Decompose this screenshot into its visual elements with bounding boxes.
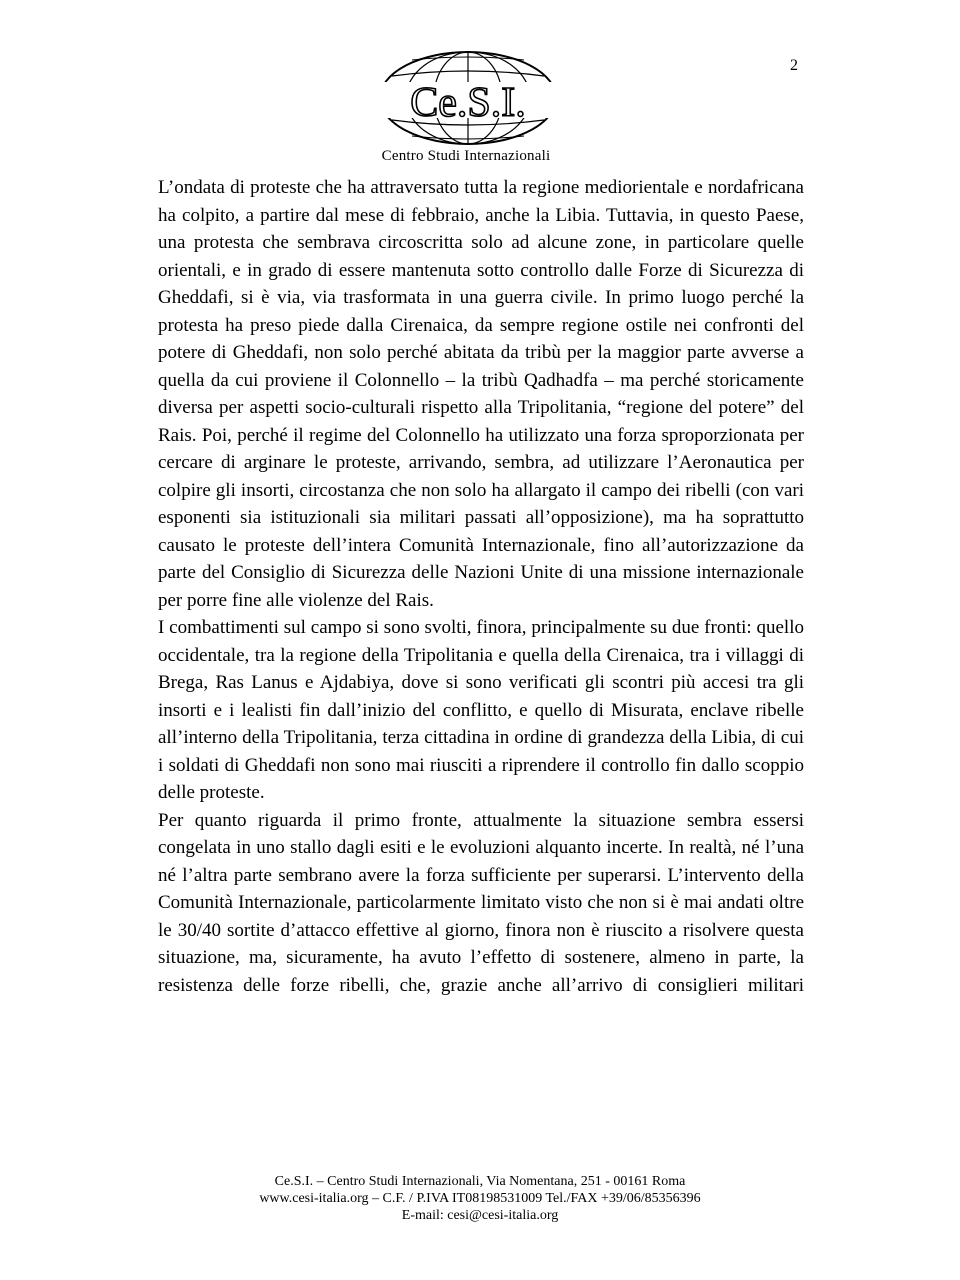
paragraph-3: Per quanto riguarda il primo fronte, attualmente la situazione sembra essersi congelata in uno stallo dagli esiti e le evoluzioni alquanto incerte. In realtà, né l’una né l’altra parte sembrano avere la forza sufficiente per superarsi. L’intervento della Comunità Internazionale, particolarmente limitato visto che non si è mai andati oltre le 30/40 sortite d’attacco effettive al giorno, finora non è riuscito a risolvere questa situazione, ma, sicuramente, ha avuto l’effetto di sostenere, almeno in parte, la resistenza delle forze ribelli, che, grazie anche all’arrivo di consiglieri militari xyxy=(158,809,804,996)
paragraph-1: L’ondata di proteste che ha attraversato tutta la regione mediorientale e nordafricana ha colpito, a partire dal mese di febbraio, anche la Libia. Tuttavia, in questo Paese, una protesta che sembrava circoscritta solo ad alcune zone, in particolare quelle orientali, e in grado di essere mantenuta sotto controllo dalle Forze di Sicurezza di Gheddafi, si è via, via trasformata in una guerra civile. In primo luogo perché la protesta ha preso piede dalla Cirenaica, da sempre regione ostile nei confronti del potere di Gheddafi, non solo perché abitata da tribù per la maggior parte avverse a quella da cui proviene il Colonnello – la tribù Qadhadfa – ma perché storicamente diversa per aspetti socio-culturali rispetto alla Tripolitania, “regione del potere” del Rais. Poi, perché il regime del Colonnello ha utilizzato una forza sproporzionata per cercare di arginare le proteste, arrivando, sembra, ad utilizzare l’Aeronautica per colpire gli insorti, circostanza che non solo ha allargato il campo dei ribelli (con vari esponenti sia istituzionali sia militari passati all’opposizione), ma ha soprattutto causato le proteste dell’intera Comunità Internazionale, fino all’autorizzazione da parte del Consiglio di Sicurezza delle Nazioni Unite di una missione internazionale per porre fine alle violenze del Rais. xyxy=(158,177,804,611)
footer-email: E-mail: cesi@cesi-italia.org xyxy=(401,1208,559,1223)
footer-address: Ce.S.I. – Centro Studi Internazionali, Via Nomentana, 251 - 00161 Roma xyxy=(274,1174,686,1189)
logo-caption: Centro Studi Internazionali xyxy=(381,148,551,164)
paragraph-2: I combattimenti sul campo si sono svolti, finora, principalmente su due fronti: quello occidentale, tra la regione della Tripolitania e quella della Cirenaica, tra i villaggi di Brega, Ras Lanus e Ajdabiya, dove si sono verificati gli scontri più accesi tra gli insorti e i lealisti fin dall’inizio del conflitto, e quello di Misurata, enclave ribelle all’interno della Tripolitania, terza cittadina in ordine di grandezza della Libia, di cui i soldati di Gheddafi non sono mai riusciti a riprendere il controllo fin dallo scoppio delle proteste. xyxy=(158,617,804,803)
globe-icon xyxy=(372,48,564,148)
logo-text: Ce.S.I. xyxy=(410,80,526,126)
page-footer xyxy=(160,1173,800,1224)
page-number: 2 xyxy=(790,57,798,74)
article-body xyxy=(158,174,804,999)
footer-contacts: www.cesi-italia.org – C.F. / P.IVA IT08198531009 Tel./FAX +39/06/85356396 xyxy=(259,1191,701,1206)
